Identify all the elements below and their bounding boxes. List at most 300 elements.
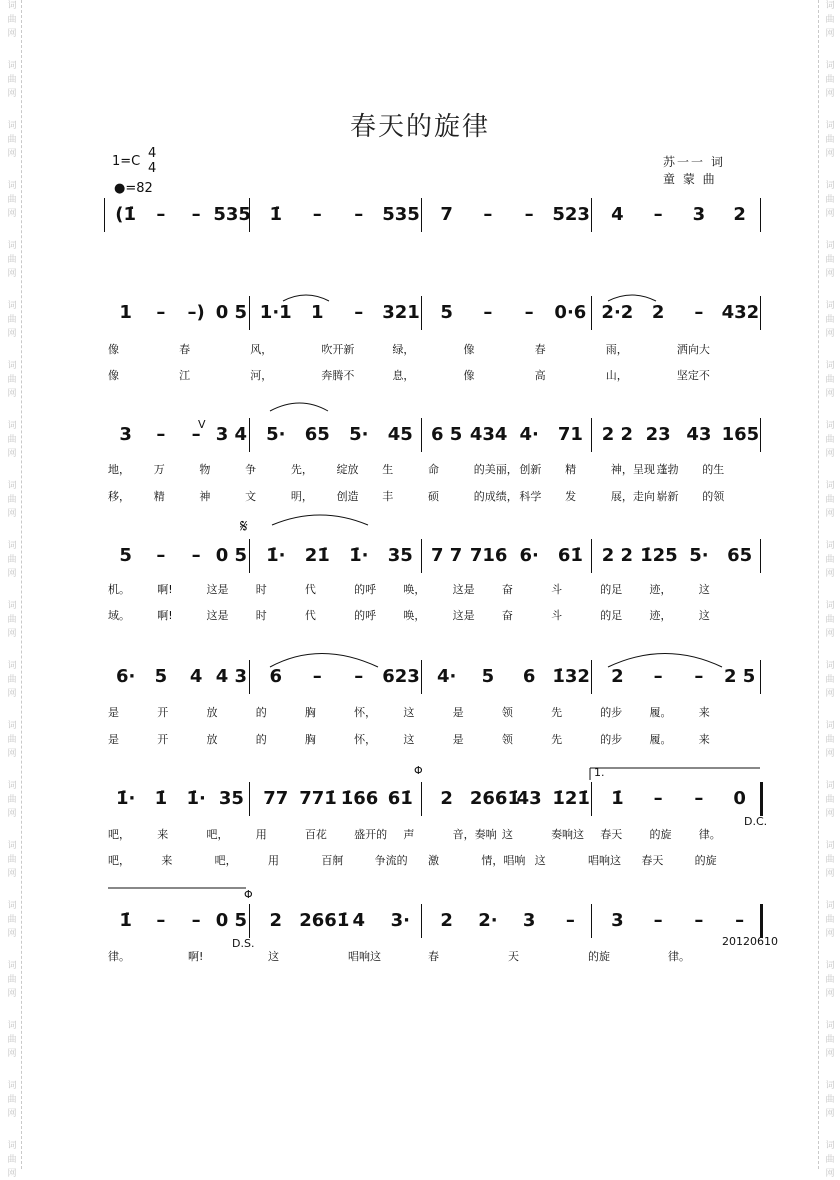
lyricist-credit: 苏一一 词 [663, 155, 725, 169]
watermark-char: 网 [7, 929, 17, 939]
note-group: 3 [119, 424, 132, 445]
barline [591, 198, 592, 232]
note-group: 35 [218, 788, 244, 809]
note-group: 535 [213, 204, 251, 225]
note-group: 6· [519, 545, 539, 566]
lyric-syllable: 的步 [600, 706, 623, 719]
lyrics-line [0, 488, 840, 502]
lyric-syllable: 奋 [501, 583, 513, 596]
watermark-char: 网 [825, 1109, 835, 1119]
lyric-syllable: 崭新 [656, 490, 679, 503]
lyric-syllable: 吧， [108, 854, 130, 867]
lyric-syllable: 这 [403, 733, 415, 746]
barline [104, 198, 105, 232]
note-group: 2661̇ [299, 910, 350, 931]
barline [591, 539, 592, 573]
watermark-char: 曲 [825, 75, 835, 85]
note-group: 623 [382, 666, 420, 687]
lyric-syllable: 百花 [304, 828, 327, 841]
watermark-char: 网 [825, 869, 835, 879]
watermark-char: 词 [825, 121, 835, 131]
note-group: 7 7 [430, 545, 463, 566]
lyric-syllable: 精 [565, 463, 577, 476]
note-group: 165 [721, 424, 760, 445]
note-group: 1̇32 [552, 666, 590, 687]
watermark-char: 曲 [7, 1155, 17, 1165]
watermark-char: 曲 [825, 975, 835, 985]
watermark-char: 词 [7, 121, 17, 131]
watermark-char: 网 [7, 329, 17, 339]
lyric-syllable: 精 [153, 490, 165, 503]
watermark-char: 曲 [7, 915, 17, 925]
note-group: 6 [269, 666, 283, 687]
watermark-char: 词 [7, 1021, 17, 1031]
watermark-char: 词 [7, 901, 17, 911]
watermark-char: 网 [7, 569, 17, 579]
watermark-char: 曲 [825, 435, 835, 445]
lyric-syllable: 这是 [452, 583, 475, 596]
note-group: 2 5 [723, 666, 756, 687]
note-group: 23 [645, 424, 671, 445]
note-group: 6 5 [430, 424, 463, 445]
watermark-char: 网 [7, 149, 17, 159]
watermark-char: 词 [825, 1021, 835, 1031]
watermark-char: 词 [825, 961, 835, 971]
note-group: 0 5 [215, 545, 248, 566]
lyric-syllable: 命 [428, 463, 439, 476]
lyric-syllable: 奋 [501, 609, 513, 622]
time-signature [148, 146, 156, 176]
lyric-syllable: 律。 [108, 950, 130, 963]
lyric-syllable: 胸 [304, 733, 316, 746]
note-group: – [524, 204, 534, 225]
note-group: – [354, 666, 364, 687]
watermark-char: 词 [7, 661, 17, 671]
segno-mark: 𝄋 [240, 516, 248, 537]
watermark-char: 曲 [7, 615, 17, 625]
lyric-syllable: 吧， [108, 828, 130, 841]
lyric-syllable: 啊! [188, 950, 204, 963]
lyric-syllable: 争 [245, 463, 257, 476]
watermark-char: 曲 [825, 135, 835, 145]
note-group: – [524, 302, 534, 323]
lyric-syllable: 明， [290, 490, 313, 503]
lyric-syllable: 斗 [551, 609, 563, 622]
lyric-syllable: 开 [157, 733, 169, 746]
lyric-syllable: 河， [250, 369, 273, 382]
watermark-char: 网 [7, 689, 17, 699]
lyric-syllable: 先， [290, 463, 313, 476]
note-group: 2661̇ [469, 788, 520, 809]
watermark-char: 曲 [825, 555, 835, 565]
watermark-char: 词 [7, 541, 17, 551]
lyric-syllable: 音，奏响 [452, 828, 497, 841]
barline [249, 418, 250, 452]
barline [421, 539, 422, 573]
watermark-char: 词 [7, 1081, 17, 1091]
barline [249, 198, 250, 232]
watermark-char: 词 [7, 781, 17, 791]
barline [760, 539, 761, 573]
lyric-syllable: 来 [157, 828, 169, 841]
note-group: 0·6 [554, 302, 587, 323]
lyric-syllable: 硕 [428, 490, 439, 503]
note-group: – [483, 302, 493, 323]
watermark-char: 网 [7, 809, 17, 819]
lyric-syllable: 山， [605, 369, 628, 382]
song-title: 春天的旋律 [349, 112, 490, 142]
note-group: 3 [611, 910, 624, 931]
barline [421, 904, 422, 938]
note-group: 1̇· [349, 545, 369, 566]
lyric-syllable: 生 [382, 463, 394, 476]
lyric-syllable: 这 [698, 583, 710, 596]
watermark-char: 词 [7, 241, 17, 251]
lyric-syllable: 创新 [519, 463, 542, 476]
watermark-char: 网 [7, 89, 17, 99]
note-group: 5 [481, 666, 495, 687]
lyric-syllable: 唤， [403, 583, 426, 596]
note-group: 434 [469, 424, 508, 445]
lyric-syllable: 是 [108, 706, 119, 719]
watermark-char: 网 [7, 989, 17, 999]
note-group: 0 [733, 788, 746, 809]
time-bottom: 4 [148, 161, 157, 176]
watermark-char: 网 [825, 149, 835, 159]
lyrics-line [0, 607, 840, 621]
note-group: 4 [189, 666, 203, 687]
lyric-syllable: 律。 [668, 950, 690, 963]
volta-1-label: 1. [594, 766, 605, 779]
note-group: (1̇ [115, 204, 136, 225]
barline [760, 660, 761, 694]
note-group: 6 [522, 666, 536, 687]
note-group: – [312, 204, 322, 225]
watermark-char: 网 [825, 329, 835, 339]
slur [283, 295, 329, 301]
watermark-char: 网 [7, 209, 17, 219]
watermark-char: 网 [7, 29, 17, 39]
lyric-syllable: 的旋 [694, 854, 717, 867]
lyric-syllable: 情，唱响 [481, 854, 526, 867]
note-group: 4· [519, 424, 539, 445]
lyric-syllable: 是 [452, 733, 464, 746]
barline [249, 782, 250, 816]
watermark-char: 网 [825, 509, 835, 519]
watermark-char: 曲 [7, 495, 17, 505]
barline [249, 904, 250, 938]
lyric-syllable: 神 [199, 490, 211, 503]
note-group: 0 5 [215, 910, 248, 931]
watermark-char: 网 [825, 809, 835, 819]
lyric-syllable: 的 [255, 706, 267, 719]
note-group: 2 [440, 788, 453, 809]
watermark-char: 曲 [7, 315, 17, 325]
watermark-char: 曲 [7, 15, 17, 25]
watermark-char: 曲 [825, 255, 835, 265]
lyrics-line [0, 852, 840, 866]
note-group: 535 [382, 204, 420, 225]
note-group: 65 [727, 545, 753, 566]
lyric-syllable: 雨， [605, 343, 628, 356]
barline [421, 660, 422, 694]
watermark-char: 曲 [7, 675, 17, 685]
lyric-syllable: 唱响这 [588, 854, 621, 867]
lyric-syllable: 是 [452, 706, 464, 719]
note-group: 61̇ [387, 788, 413, 809]
note-group: 7 [440, 204, 453, 225]
note-group: 2·2 [601, 302, 634, 323]
note-group: 45 [387, 424, 413, 445]
slur [270, 654, 378, 668]
note-group: – [191, 204, 201, 225]
note-group: – [191, 424, 201, 445]
coda-mark: Φ [414, 764, 423, 777]
watermark-char: 词 [825, 1, 835, 11]
lyric-syllable: 吧， [214, 854, 237, 867]
lyric-syllable: 代 [304, 609, 316, 622]
note-group: 71 [557, 424, 583, 445]
quarter-note-icon: ● [114, 181, 126, 196]
note-group: – [694, 666, 704, 687]
lyric-syllable: 这 [698, 609, 710, 622]
lyric-syllable: 这是 [206, 609, 229, 622]
watermark-char: 词 [7, 181, 17, 191]
note-group: – [653, 910, 663, 931]
note-group: 35 [387, 545, 413, 566]
lyric-syllable: 百舸 [321, 854, 344, 867]
note-group: – [156, 910, 166, 931]
watermark-char: 曲 [825, 1035, 835, 1045]
watermark-char: 曲 [7, 75, 17, 85]
watermark-char: 词 [7, 721, 17, 731]
lyrics-line [0, 581, 840, 595]
lyric-syllable: 唱响这 [348, 950, 381, 963]
note-group: – [483, 204, 493, 225]
note-group: 1̇21̇ [552, 788, 590, 809]
watermark-char: 词 [825, 901, 835, 911]
note-group: 2 2 [601, 545, 634, 566]
lyric-syllable: 科学 [519, 490, 542, 503]
note-group: 3 [692, 204, 706, 225]
watermark-char: 曲 [825, 795, 835, 805]
watermark-char: 曲 [7, 135, 17, 145]
lyric-syllable: 蓬勃 [656, 463, 679, 476]
lyric-syllable: 天 [508, 950, 519, 963]
lyric-syllable: 像 [463, 343, 475, 356]
barline [760, 782, 763, 816]
note-group: 771̇ [299, 788, 337, 809]
note-group: 4 3 [215, 666, 248, 687]
note-group: – [156, 424, 166, 445]
lyric-syllable: 移， [108, 490, 130, 503]
lyric-syllable: 领 [501, 733, 513, 746]
lyric-syllable: 这 [403, 706, 415, 719]
note-group: – [735, 910, 745, 931]
watermark-char: 网 [825, 629, 835, 639]
note-group: 5 [440, 302, 453, 323]
watermark-char: 曲 [7, 795, 17, 805]
note-group: 2 [651, 302, 665, 323]
note-group: 77 [263, 788, 289, 809]
lyric-syllable: 丰 [382, 490, 394, 503]
barline [760, 904, 763, 938]
lyric-syllable: 啊! [157, 583, 173, 596]
note-group: 716 [469, 545, 508, 566]
note-group: 1̇ [611, 788, 624, 809]
lyric-syllable: 激 [428, 854, 439, 867]
lyric-syllable: 地， [108, 463, 130, 476]
lyric-syllable: 息， [392, 369, 415, 382]
lyric-syllable: 的生 [702, 463, 725, 476]
lyric-syllable: 怀， [354, 706, 377, 719]
note-group: 43 [686, 424, 712, 445]
note-group: 65 [304, 424, 330, 445]
note-group: 3 [522, 910, 536, 931]
note-group: 432 [721, 302, 760, 323]
watermark-char: 网 [7, 449, 17, 459]
lyric-syllable: 坚定不 [676, 369, 710, 382]
composer-credit: 童 蒙 曲 [663, 172, 717, 186]
lyrics-line [0, 826, 840, 840]
lyrics-line [0, 341, 840, 355]
lyric-syllable: 律。 [698, 828, 721, 841]
note-group: 5· [689, 545, 709, 566]
lyric-syllable: 迹， [649, 609, 672, 622]
note-group: –) [187, 302, 205, 323]
lyric-syllable: 声 [403, 828, 415, 841]
lyric-syllable: 这 [268, 950, 279, 963]
note-group: 1̇ [154, 788, 168, 809]
note-group: – [354, 204, 364, 225]
note-group: 321 [382, 302, 420, 323]
note-group: – [694, 788, 704, 809]
note-group: 1̇· [115, 788, 136, 809]
note-group: – [354, 302, 364, 323]
note-group: 1̇25 [640, 545, 678, 566]
lyric-syllable: 江 [179, 369, 191, 382]
watermark-char: 网 [825, 89, 835, 99]
watermark-char: 网 [825, 1169, 835, 1179]
lyric-syllable: 啊! [157, 609, 173, 622]
note-group: 61̇ [557, 545, 583, 566]
lyric-syllable: 时 [255, 609, 267, 622]
watermark-char: 曲 [825, 855, 835, 865]
barline [760, 296, 761, 330]
note-group: – [694, 302, 704, 323]
lyric-syllable: 放 [206, 706, 218, 719]
barline [249, 296, 250, 330]
watermark-char: 词 [825, 181, 835, 191]
watermark-char: 词 [7, 421, 17, 431]
lyrics-line [0, 731, 840, 745]
lyric-syllable: 奏响这 [551, 828, 585, 841]
note-group: 2 [269, 910, 283, 931]
lyric-syllable: 怀， [354, 733, 377, 746]
lyric-syllable: 的呼 [354, 609, 377, 622]
lyric-syllable: 盛开的 [354, 828, 388, 841]
note-group: – [653, 788, 663, 809]
note-group: 21̇ [304, 545, 330, 566]
lyric-syllable: 春 [179, 343, 191, 356]
note-group: 1 [310, 302, 324, 323]
barline [249, 660, 250, 694]
barline [421, 782, 422, 816]
lyrics-line [0, 948, 840, 962]
watermark-char: 词 [825, 1141, 835, 1151]
note-group: 2· [478, 910, 498, 931]
watermark-char: 词 [825, 61, 835, 71]
lyric-syllable: 神，呈现 [610, 463, 655, 476]
ds-mark: D.S. [232, 937, 255, 950]
watermark-char: 词 [7, 61, 17, 71]
lyric-syllable: 履。 [649, 706, 672, 719]
lyric-syllable: 像 [108, 343, 119, 356]
slur [272, 515, 368, 525]
lyric-syllable: 绽放 [336, 463, 359, 476]
note-group: 1̇ [119, 910, 132, 931]
note-group: 3 4 [215, 424, 248, 445]
watermark-char: 曲 [7, 255, 17, 265]
lyric-syllable: 履。 [649, 733, 672, 746]
watermark-char: 网 [7, 269, 17, 279]
lyric-syllable: 春 [534, 343, 546, 356]
lyric-syllable: 域。 [108, 609, 130, 622]
lyrics-line [0, 461, 840, 475]
lyric-syllable: 胸 [304, 706, 316, 719]
lyric-syllable: 的领 [702, 490, 725, 503]
note-group: – [653, 204, 663, 225]
lyric-syllable: 吹开新 [321, 343, 355, 356]
barline [591, 660, 592, 694]
watermark-char: 曲 [825, 195, 835, 205]
watermark-char: 词 [825, 241, 835, 251]
watermark-char: 曲 [7, 375, 17, 385]
note-group: – [191, 545, 201, 566]
note-group: 3· [390, 910, 410, 931]
watermark-char: 词 [825, 301, 835, 311]
barline [249, 539, 250, 573]
lyric-syllable: 的 [255, 733, 267, 746]
lyric-syllable: 的足 [600, 609, 623, 622]
note-group: 5· [266, 424, 286, 445]
note-group: 5 [119, 545, 132, 566]
watermark-char: 曲 [825, 1155, 835, 1165]
watermark-char: 词 [7, 1141, 17, 1151]
watermark-char: 曲 [825, 15, 835, 25]
lyric-syllable: 春天 [600, 828, 623, 841]
note-group: 0 5 [215, 302, 248, 323]
watermark-char: 曲 [825, 615, 835, 625]
watermark-char: 网 [825, 269, 835, 279]
note-group: 2 [733, 204, 746, 225]
note-group: 2 2 [601, 424, 634, 445]
lyric-syllable: 斗 [551, 583, 563, 596]
note-group: 43 [516, 788, 542, 809]
watermark-char: 词 [825, 421, 835, 431]
time-top: 4 [148, 146, 157, 161]
note-group: 1̇66 [340, 788, 379, 809]
watermark-char: 网 [825, 209, 835, 219]
watermark-char: 曲 [7, 855, 17, 865]
note-group: 2 [611, 666, 624, 687]
lyric-syllable: 万 [153, 463, 165, 476]
lyric-syllable: 的旋 [649, 828, 672, 841]
note-group: 1̇ [269, 204, 283, 225]
watermark-char: 网 [825, 989, 835, 999]
dc-mark: D.C. [744, 815, 768, 828]
watermark-char: 词 [825, 541, 835, 551]
